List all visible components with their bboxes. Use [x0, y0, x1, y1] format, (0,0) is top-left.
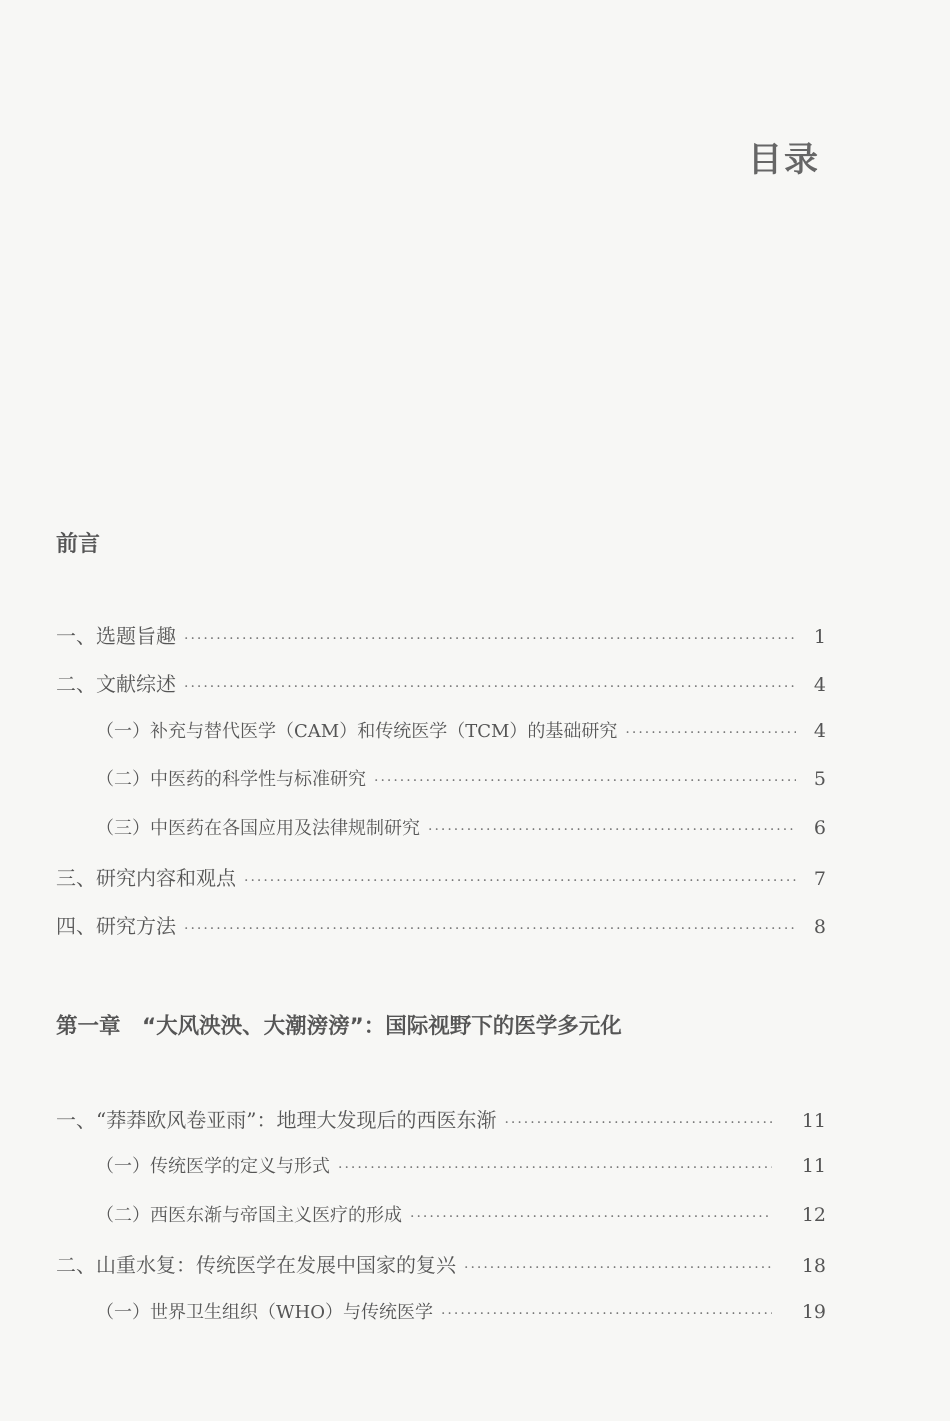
toc-entry[interactable]	[56, 910, 826, 958]
toc-subentry[interactable]	[56, 717, 826, 765]
toc-entry-page: 19	[801, 1300, 826, 1323]
preface-toc-list	[56, 620, 826, 959]
toc-entry[interactable]	[56, 862, 826, 910]
chapter-heading: 第一章 “大风泱泱、大潮滂滂”：国际视野下的医学多元化	[56, 1014, 622, 1039]
toc-entry[interactable]	[56, 1249, 826, 1297]
dot-leader	[338, 1160, 772, 1176]
dot-leader	[374, 773, 796, 789]
toc-entry-label: 一、选题旨趣	[56, 624, 176, 648]
toc-entry-label: （二）中医药的科学性与标准研究	[96, 769, 366, 791]
toc-entry[interactable]	[56, 668, 826, 716]
dot-leader	[625, 725, 796, 741]
toc-entry-page: 1	[813, 626, 826, 648]
toc-entry[interactable]	[56, 620, 826, 668]
dot-leader	[184, 631, 796, 647]
toc-entry-page: 4	[813, 719, 826, 742]
toc-subentry[interactable]	[56, 1201, 826, 1249]
toc-entry-page: 18	[801, 1255, 826, 1278]
toc-entry-page: 6	[813, 816, 826, 839]
toc-entry-label: 二、山重水复：传统医学在发展中国家的复兴	[56, 1253, 456, 1278]
toc-entry-page: 8	[813, 916, 826, 939]
toc-entry-label: 二、文献综述	[56, 672, 176, 697]
dot-leader	[441, 1306, 772, 1322]
dot-leader	[184, 921, 796, 937]
preface-heading: 前言	[56, 532, 101, 557]
page-title: 目录	[748, 140, 820, 180]
dot-leader	[184, 679, 796, 695]
toc-entry-label: （一）世界卫生组织（WHO）与传统医学	[96, 1301, 433, 1323]
toc-entry-page: 12	[801, 1203, 826, 1226]
toc-entry-label: （三）中医药在各国应用及法律规制研究	[96, 817, 420, 839]
dot-leader	[244, 873, 796, 889]
toc-entry[interactable]	[56, 1104, 826, 1152]
dot-leader	[504, 1115, 772, 1131]
toc-entry-page: 11	[801, 1110, 826, 1132]
toc-subentry[interactable]	[56, 765, 826, 813]
toc-subentry[interactable]	[56, 1152, 826, 1200]
toc-entry-label: （二）西医东渐与帝国主义医疗的形成	[96, 1204, 402, 1226]
dot-leader	[410, 1209, 772, 1225]
toc-entry-label: （一）补充与替代医学（CAM）和传统医学（TCM）的基础研究	[96, 720, 618, 742]
toc-entry-label: 四、研究方法	[56, 914, 176, 939]
toc-entry-label: （一）传统医学的定义与形式	[96, 1156, 330, 1178]
toc-entry-page: 4	[813, 674, 826, 697]
toc-subentry[interactable]	[56, 1298, 826, 1346]
toc-entry-label: 三、研究内容和观点	[56, 865, 236, 890]
toc-entry-page: 5	[813, 768, 826, 791]
dot-leader	[464, 1260, 772, 1276]
toc-entry-page: 7	[813, 867, 826, 890]
toc-entry-label: 一、“莽莽欧风卷亚雨”：地理大发现后的西医东渐	[56, 1108, 497, 1132]
toc-subentry[interactable]	[56, 814, 826, 862]
dot-leader	[428, 822, 796, 838]
chapter-toc-list	[56, 1104, 826, 1346]
toc-entry-page: 11	[801, 1155, 826, 1178]
